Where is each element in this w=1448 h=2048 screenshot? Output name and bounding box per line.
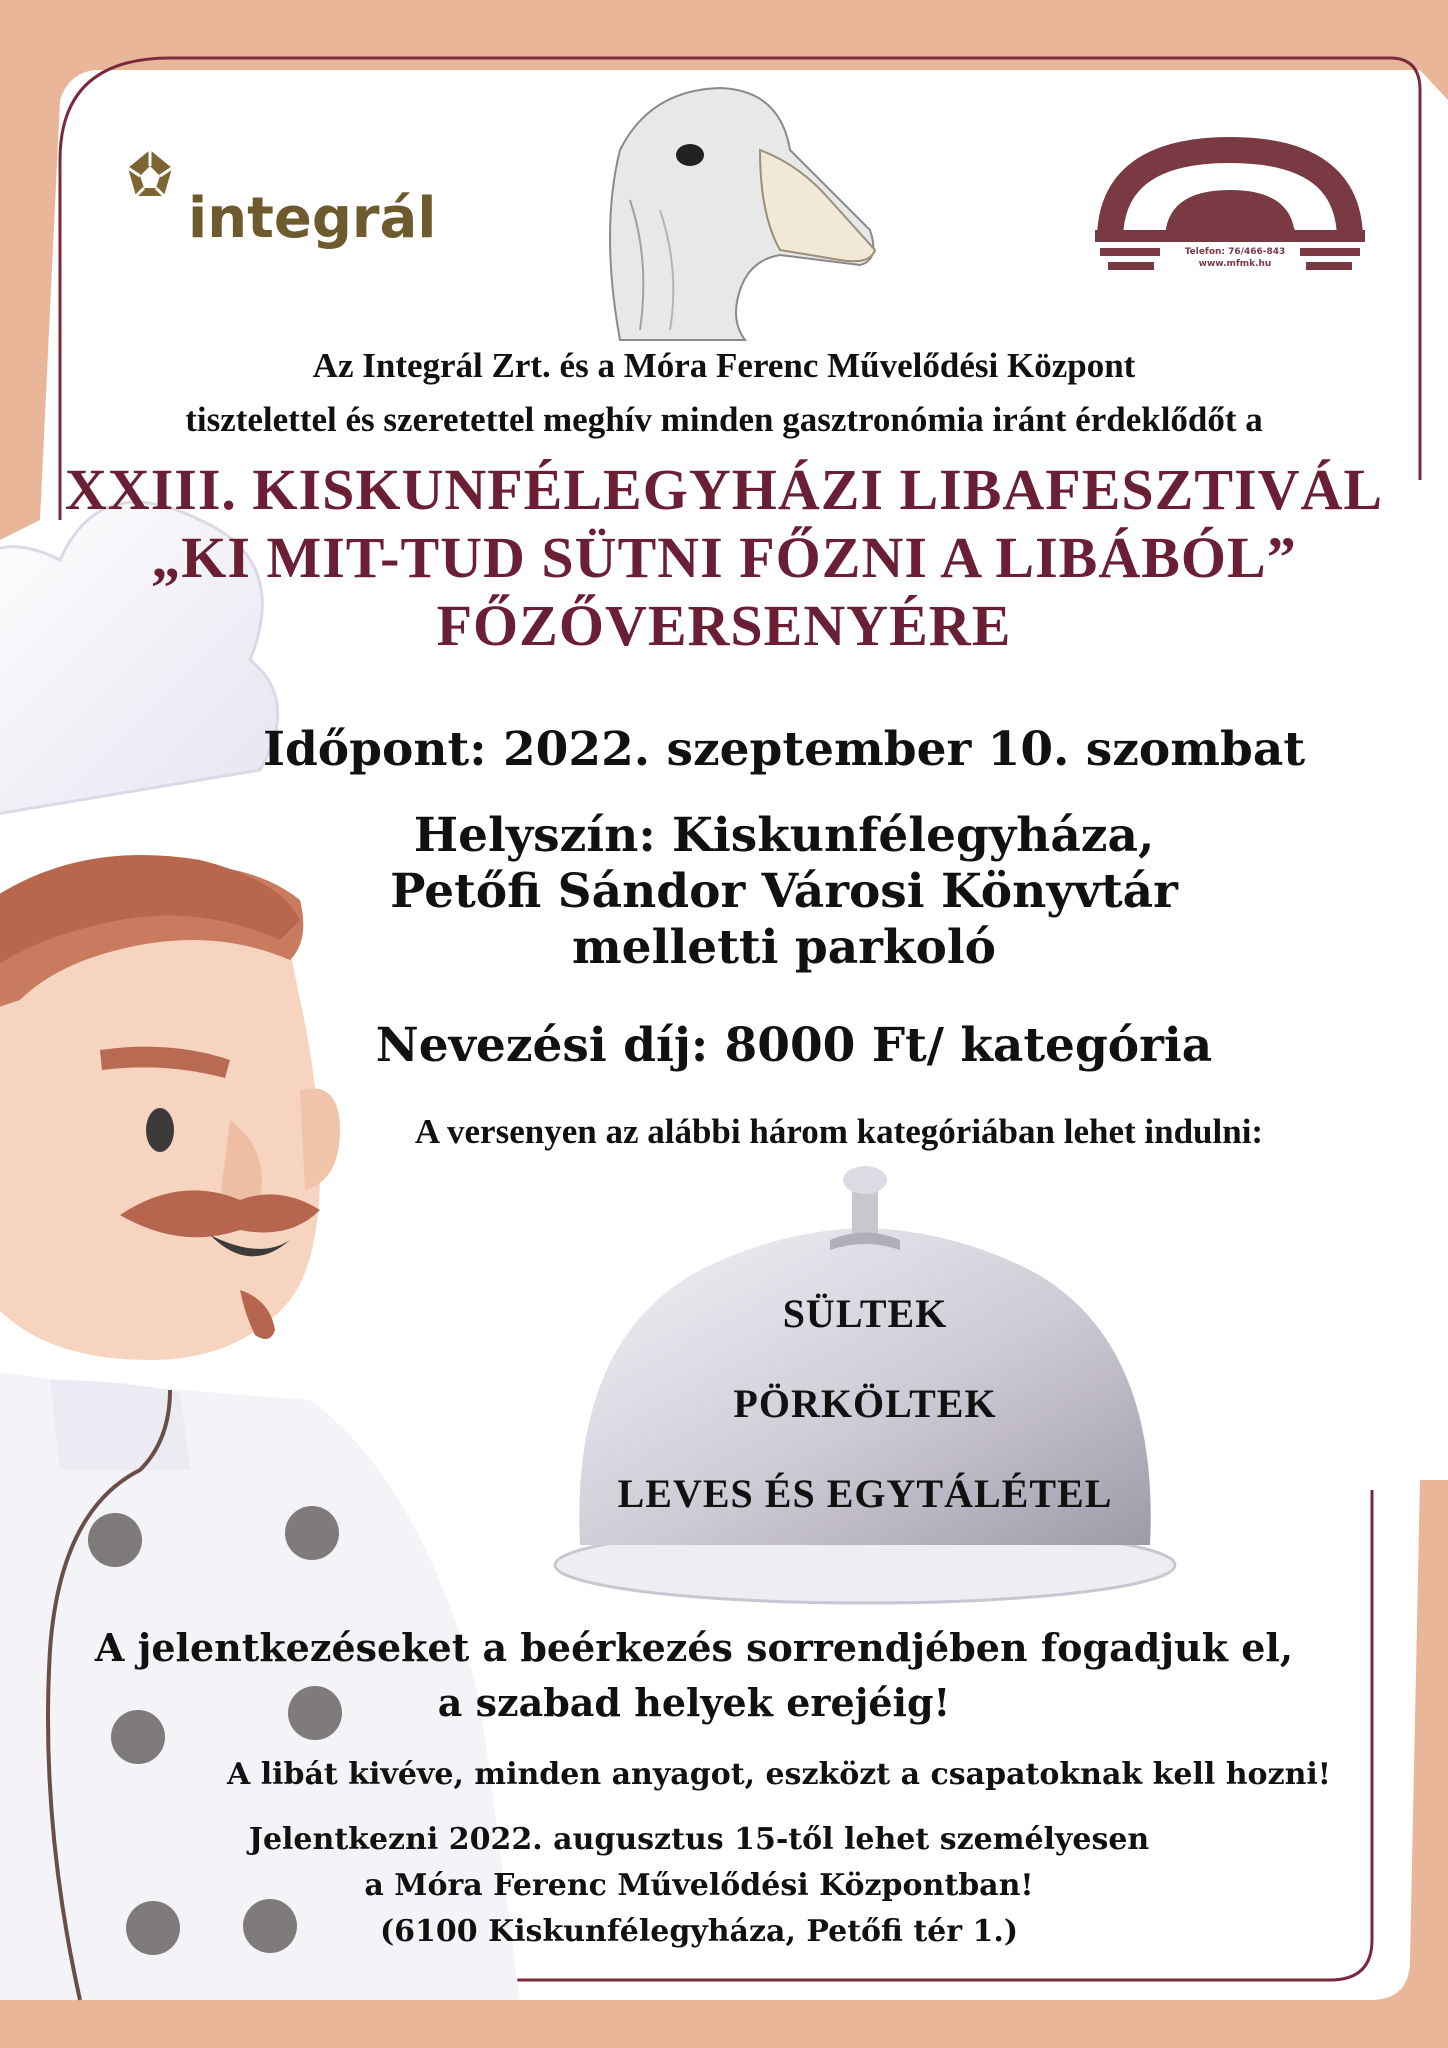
footer-line-4: Jelentkezni 2022. augusztus 15-től lehet személyesen (248, 1822, 1150, 1857)
event-date: Időpont: 2022. szeptember 10. szombat (262, 722, 1306, 777)
footer-line-2: a szabad helyek erejéig! (437, 1680, 951, 1725)
location-line-1: Helyszín: Kiskunfélegyháza, (413, 808, 1155, 863)
category-1: SÜLTEK (782, 1291, 948, 1336)
category-3: LEVES ÉS EGYTÁLÉTEL (617, 1471, 1113, 1516)
footer-line-5: a Móra Ferenc Művelődési Központban! (364, 1868, 1034, 1903)
footer-line-1: A jelentkezéseket a beérkezés sorrendjében fogadjuk el, (94, 1625, 1294, 1670)
intro-line-2: tisztelettel és szeretettel meghív minden gasztronómia iránt érdeklődőt a (185, 400, 1263, 439)
integral-logo-text: integrál (188, 186, 437, 251)
title-line-2: „KI MIT-TUD SÜTNI FŐZNI A LIBÁBÓL” (151, 525, 1297, 590)
mfmk-phone: Telefon: 76/466-843 (1184, 247, 1286, 257)
title-line-3: FŐZŐVERSENYÉRE (436, 593, 1012, 658)
entry-fee: Nevezési díj: 8000 Ft/ kategória (375, 1018, 1213, 1073)
location-line-2: Petőfi Sándor Városi Könyvtár (390, 864, 1178, 919)
mfmk-address: 6100 Kiskunfélegyháza, Petőfi tér 1. (1174, 223, 1296, 245)
location-line-3: melletti parkoló (571, 920, 997, 975)
categories-intro: A versenyen az alábbi három kategóriában lehet indulni: (414, 1112, 1264, 1151)
mfmk-logo-address (1170, 222, 1300, 270)
mfmk-web: www.mfmk.hu (1198, 259, 1272, 269)
footer-line-3: A libát kivéve, minden anyagot, eszközt a csapatoknak kell hozni! (227, 1757, 1331, 1792)
intro-line-1: Az Integrál Zrt. és a Móra Ferenc Művelődési Központ (312, 346, 1136, 385)
title-line-1: XXIII. KISKUNFÉLEGYHÁZI LIBAFESZTIVÁL (64, 457, 1384, 522)
footer-line-6: (6100 Kiskunfélegyháza, Petőfi tér 1.) (379, 1914, 1019, 1949)
category-2: PÖRKÖLTEK (733, 1381, 997, 1426)
